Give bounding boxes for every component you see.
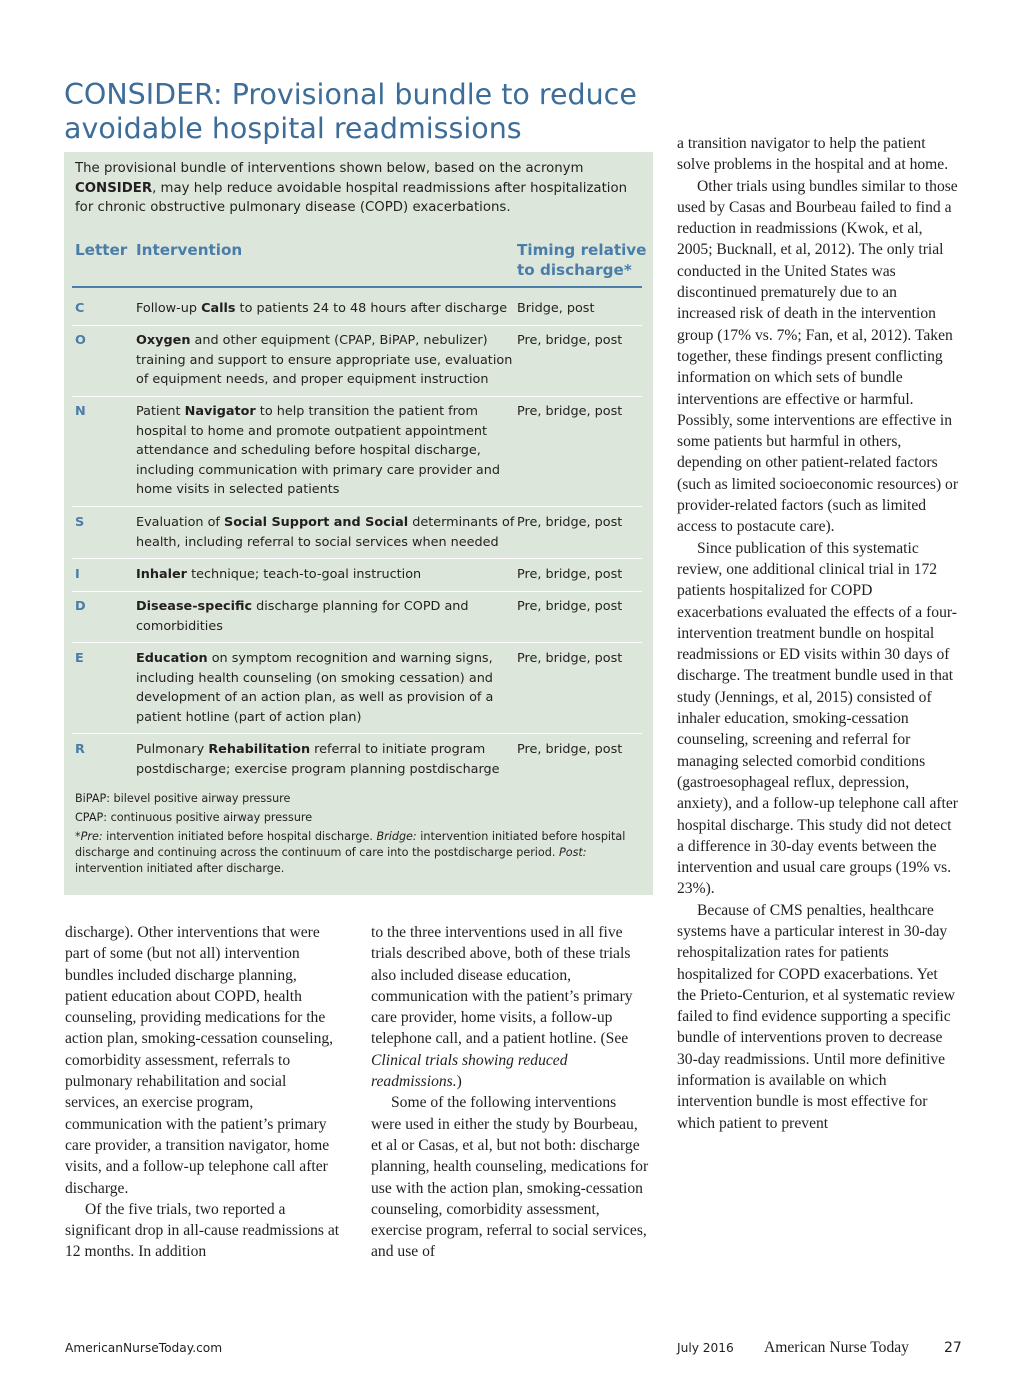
page-number: 27 [944,1340,962,1356]
footnote-bipap: BiPAP: bilevel positive airway pressure [75,792,291,805]
row-divider [72,558,642,559]
row-divider [72,325,642,326]
consider-bundle-box: The provisional bundle of interventions shown below, based on the acronym CONSIDER, may help reduce avoidable hospital readmissions after hospitalization for chronic obstructive pulmonary disease (COPD) exacerbations. Letter Intervention Timing relative to discharge* C Follow-up Calls to patients 24 to 48 hours after discharge Bridge, post O Oxygen and other equipment (CPAP, BiPAP, nebulizer) training and support to ensure appropriate use, evaluation of equipment needs, and proper equipment instruction Pre, bridge, post N Patient Navigator to help transition the patient from hospital to home and promote outpatient appointment attendance and scheduling before hospital discharge, including communication with primary care provider and home visits in selected patients Pre, bridge, post S Evaluation of Social Support and Social determinants of health, including referral to social services when needed Pre, bridge, post I Inhaler technique; teach-to-goal instruction Pre, bridge, post D Disease-specific discharge planning for COPD and comorbidities Pre, bridge, post E Education on symptom recognition and warning signs, including health counseling (on smoking cessation) and development of an action plan, as well as provision of a patient hotline (part of action plan) Pre, bridge, post R Pulmonary Rehabilitation referral to initiate program postdischarge; exercise program planning postdischarge Pre, bridge, post BiPAP: bilevel positive airway pressure CPAP: continuous positive airway pressure *Pre: intervention initiated before hospital discharge. Bridge: intervention initiated before hospital discharge and continuing across the continuum of care into the postdischarge period. Post: intervention initiated after discharge. [64,152,653,895]
paragraph: to the three interventions used in all five trials described above, both of these trials also included disease education, communication with the patient’s primary care provider, home visits, a follow-up telephone call, and a patient hotline. (See Clinical trials showing reduced readmissions.) [371,924,633,1091]
footnote-cpap: CPAP: continuous positive airway pressure [75,811,313,824]
body-column-middle [371,922,650,1263]
paragraph: Other trials using bundles similar to those used by Casas and Bourbeau failed to find a reduction in readmissions (Kwok, et al, 2005; Bucknall, et al, 2012). The only trial conducted in the United States was discontinued prematurely due to an increased risk of death in the intervention group (17% vs. 7%; Fan, et al, 2012). Taken together, these findings present conflicting information on which sets of bundle interventions are effective or harmful. Possibly, some interventions are effective in some patients but harmful in others, depending on other patient-related factors (such as limited socioeconomic resources) or provider-related factors (such as limited access to postacute care). [677,177,959,536]
header-letter: Letter [75,241,128,259]
footnote-timing: *Pre: intervention initiated before hospital discharge. Bridge: intervention initiated before hospital discharge and continuing across the continuum of care into the postdischarge period. Post: intervention initiated after discharge. [75,830,626,875]
row-divider [72,591,642,592]
footer-magazine: American Nurse Today [764,1339,909,1356]
row-divider [72,642,642,643]
body-column-right [677,133,959,1134]
row-divider [72,506,642,507]
paragraph: Some of the following interventions were used in either the study by Bourbeau, et al or Casas, et al, but not both: discharge planning, health counseling, medications for use with the action plan, smoking-cessation counseling, comorbidity assessment, exercise program, referral to social services, and use of [371,1094,649,1261]
header-divider [72,286,642,288]
footer-date: July 2016 [677,1341,734,1355]
page-title: CONSIDER: Provisional bundle to reduce avoidable hospital readmissions [64,78,637,145]
paragraph: discharge). Other interventions that were part of some (but not all) intervention bundles included discharge planning, patient education about COPD, health counseling, providing medications for the action plan, smoking-cessation counseling, comorbidity assessment, referrals to pulmonary rehabilitation and social services, an exercise program, communication with the patient’s primary care provider, a transition navigator, home visits, and a follow-up telephone call after discharge. [65,924,334,1197]
header-timing: Timing relative to discharge* [517,241,647,279]
table-footnotes [75,791,645,877]
box-intro: The provisional bundle of interventions shown below, based on the acronym CONSIDER, may help reduce avoidable hospital readmissions after hospitalization for chronic obstructive pulmonary disease (COPD) exacerbations. [75,161,628,215]
footer-site: AmericanNurseToday.com [65,1341,223,1355]
cross-reference: Clinical trials showing reduced readmissions. [371,1051,568,1091]
paragraph: Of the five trials, two reported a significant drop in all-cause readmissions at 12 months. In addition [65,1200,340,1261]
paragraph: a transition navigator to help the patient solve problems in the hospital and at home. [677,135,949,174]
row-divider [72,733,642,734]
row-divider [72,396,642,397]
paragraph: Because of CMS penalties, healthcare systems have a particular interest in 30-day rehospitalization rates for patients hospitalized for COPD exacerbations. Yet the Prieto-Centurion, et al systematic review failed to find evidence supporting a specific bundle of interventions proven to decrease 30-day readmissions. Until more definitive information is available on which intervention bundle is most effective for which patient to prevent [677,901,956,1132]
paragraph: Since publication of this systematic review, one additional clinical trial in 172 patients hospitalized for COPD exacerbations evaluated the effects of a four-intervention treatment bundle on hospital readmissions or ED visits within 30 days of discharge. The treatment bundle used in that study (Jennings, et al, 2015) consisted of inhaler education, smoking-cessation counseling, screening and referral for managing selected comorbid conditions (gastroesophageal reflux, depression, anxiety), and a follow-up telephone call after hospital discharge. This study did not detect a difference in 30-day events between the intervention and usual care groups (19% vs. 23%). [677,539,958,898]
body-column-left [65,922,343,1263]
header-intervention: Intervention [136,241,243,259]
